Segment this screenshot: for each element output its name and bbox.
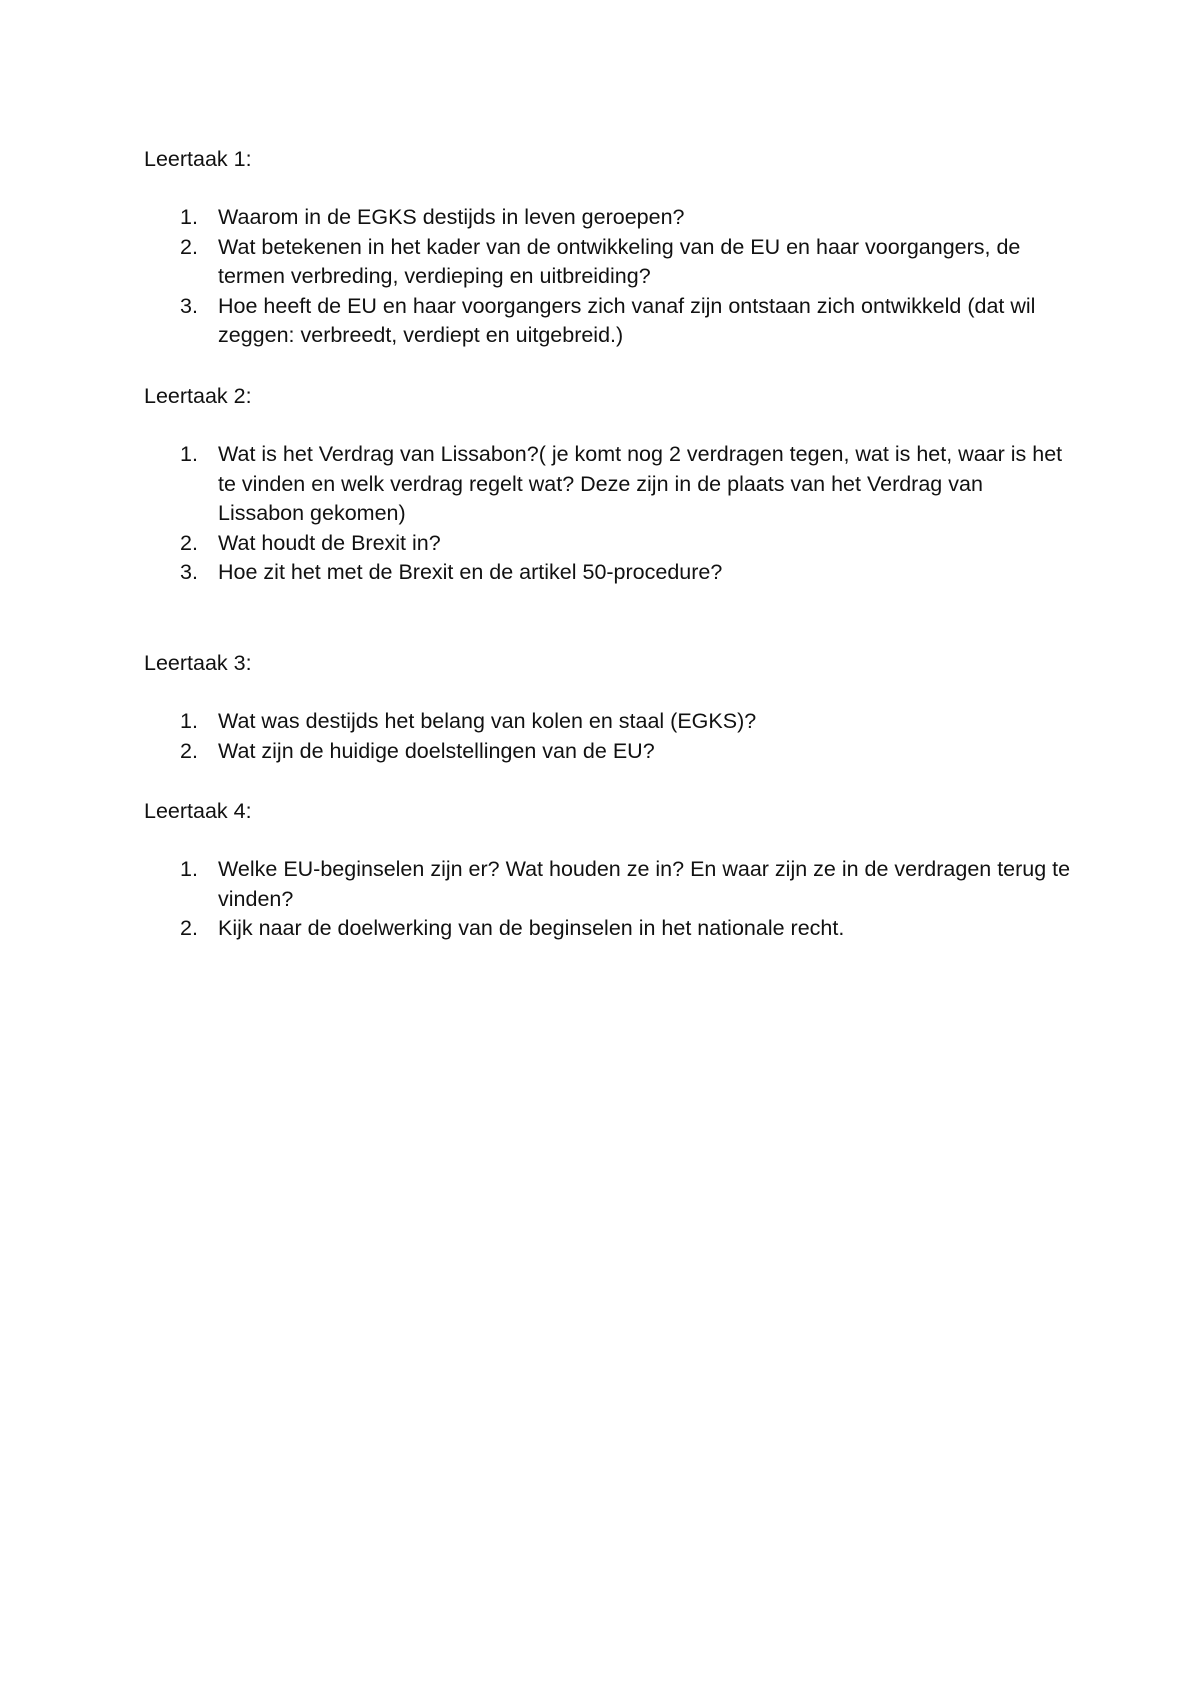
item-text: Wat betekenen in het kader van de ontwikkeling van de EU en haar voorgangers, de termen verbreding, verdieping en uitbreiding? (218, 234, 1021, 289)
question-list (144, 707, 1074, 766)
list-item (144, 558, 1074, 588)
item-number: 1. (180, 442, 198, 466)
list-item (144, 855, 1074, 914)
item-text: Waarom in de EGKS destijds in leven geroepen? (218, 205, 685, 229)
item-number: 2. (180, 738, 198, 763)
list-item (144, 233, 1074, 292)
item-text: Wat houdt de Brexit in? (218, 530, 441, 555)
list-item (144, 707, 1074, 737)
item-number: 1. (180, 857, 198, 881)
question-list (144, 855, 1074, 944)
list-item (144, 203, 1074, 233)
item-number: 2. (180, 916, 198, 941)
item-text: Wat is het Verdrag van Lissabon?( je komt nog 2 verdragen tegen, wat is het, waar is het te vinden en welk verdrag regelt wat? Deze zijn in de plaats van het Verdrag van Lissabon gekomen) (218, 442, 1063, 526)
item-text: Wat zijn de huidige doelstellingen van de EU? (218, 738, 655, 763)
item-text: Hoe heeft de EU en haar voorgangers zich vanaf zijn ontstaan zich ontwikkeld (dat wil zeggen: verbreedt, verdiept en uitgebreid.) (218, 293, 1036, 348)
section-title: Leertaak 4: (144, 799, 252, 823)
list-item (144, 440, 1074, 529)
item-text: Welke EU-beginselen zijn er? Wat houden ze in? En waar zijn ze in de verdragen terug te vinden? (218, 857, 1071, 911)
list-item (144, 529, 1074, 559)
section-title: Leertaak 2: (144, 384, 252, 408)
item-number: 2. (180, 234, 198, 259)
section-title: Leertaak 1: (144, 147, 252, 171)
question-list (144, 440, 1074, 588)
question-list (144, 203, 1074, 351)
section-title: Leertaak 3: (144, 651, 252, 675)
list-item (144, 292, 1074, 351)
item-number: 1. (180, 205, 198, 229)
list-item (144, 737, 1074, 767)
item-text: Wat was destijds het belang van kolen en staal (EGKS)? (218, 709, 757, 733)
item-number: 2. (180, 530, 198, 555)
list-item (144, 914, 1074, 944)
item-number: 3. (180, 560, 198, 585)
item-number: 3. (180, 293, 198, 318)
item-number: 1. (180, 709, 198, 733)
item-text: Hoe zit het met de Brexit en de artikel 50-procedure? (218, 560, 723, 585)
item-text: Kijk naar de doelwerking van de beginselen in het nationale recht. (218, 916, 845, 941)
